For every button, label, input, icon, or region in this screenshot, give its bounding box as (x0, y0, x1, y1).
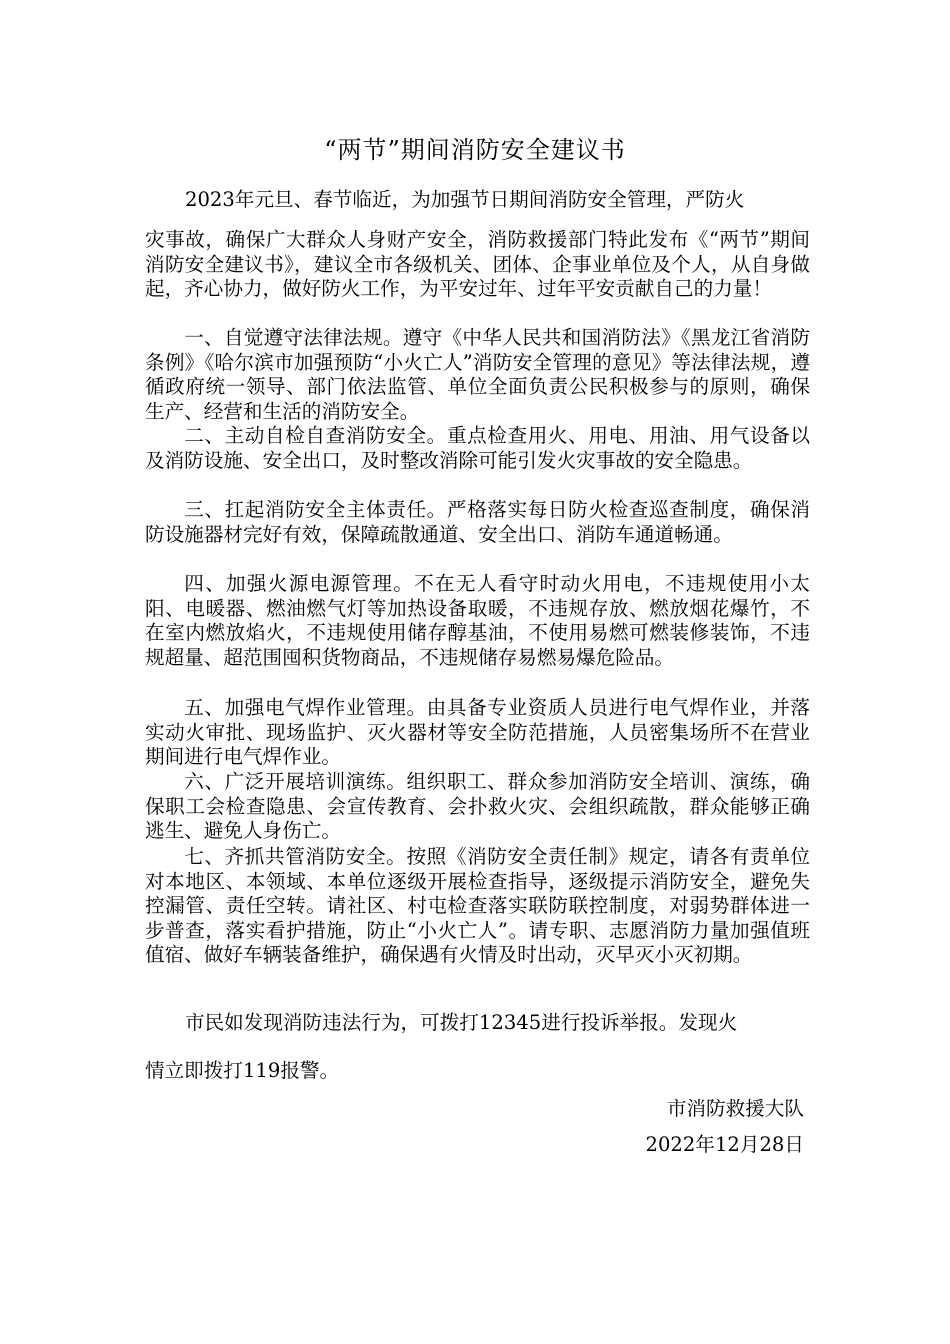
document-title: “两节”期间消防安全建议书 (324, 136, 626, 164)
closing-first-line: 市民如发现消防违法行为，可拨打12345进行投诉举报。发现火 (185, 1011, 738, 1034)
signature: 市消防救援大队 (666, 1097, 804, 1120)
intro-first-line: 2023年元旦、春节临近，为加强节日期间消防安全管理，严防火 (185, 188, 745, 211)
item-1-paragraph: 一、自觉遵守法律法规。遵守《中华人民共和国消防法》《黑龙江省消防条例》《哈尔滨市加强预防“小火亡人”消防安全管理的意见》等法律法规，遵循政府统一领导、部门依法监管、单位全面负责公民积极参与的原则，确保生产、经营和生活的消防安全。 (145, 326, 810, 423)
item-4-paragraph: 四、加强火源电源管理。不在无人看守时动火用电，不违规使用小太阳、电暖器、燃油燃气灯等加热设备取暖，不违规存放、燃放烟花爆竹，不在室内燃放焰火，不违规使用储存醇基油，不使用易燃可燃装修装饰，不违规超量、超范围囤积货物商品，不违规储存易燃易爆危险品。 (145, 572, 810, 669)
item-3-paragraph: 三、扛起消防安全主体责任。严格落实每日防火检查巡查制度，确保消防设施器材完好有效，保障疏散通道、安全出口、消防车通道畅通。 (145, 498, 810, 546)
intro-paragraph: 灾事故，确保广大群众人身财产安全，消防救援部门特此发布《“两节”期间消防安全建议书》，建议全市各级机关、团体、企事业单位及个人，从自身做起，齐心协力，做好防火工作，为平安过年、过年平安贡献自己的力量！ (145, 228, 810, 300)
item-5-paragraph: 五、加强电气焊作业管理。由具备专业资质人员进行电气焊作业，并落实动火审批、现场监护、灭火器材等安全防范措施，人员密集场所不在营业期间进行电气焊作业。 (145, 696, 810, 768)
item-7-paragraph: 七、齐抓共管消防安全。按照《消防安全责任制》规定，请各有责单位对本地区、本领域、本单位逐级开展检查指导，逐级提示消防安全，避免失控漏管、责任空转。请社区、村屯检查落实联防联控制度，对弱势群体进一步普查，落实看护措施，防止“小火亡人”。请专职、志愿消防力量加强值班值宿、做好车辆装备维护，确保遇有火情及时出动，灭早灭小灭初期。 (145, 845, 810, 966)
item-6-paragraph: 六、广泛开展培训演练。组织职工、群众参加消防安全培训、演练，确保职工会检查隐患、会宣传教育、会扑救火灾、会组织疏散，群众能够正确逃生、避免人身伤亡。 (145, 770, 810, 842)
item-2-paragraph: 二、主动自检自查消防安全。重点检查用火、用电、用油、用气设备以及消防设施、安全出口，及时整改消除可能引发火灾事故的安全隐患。 (145, 424, 810, 472)
closing-second-line: 情立即拨打119报警。 (145, 1059, 340, 1082)
document-date: 2022年12月28日 (645, 1133, 804, 1156)
